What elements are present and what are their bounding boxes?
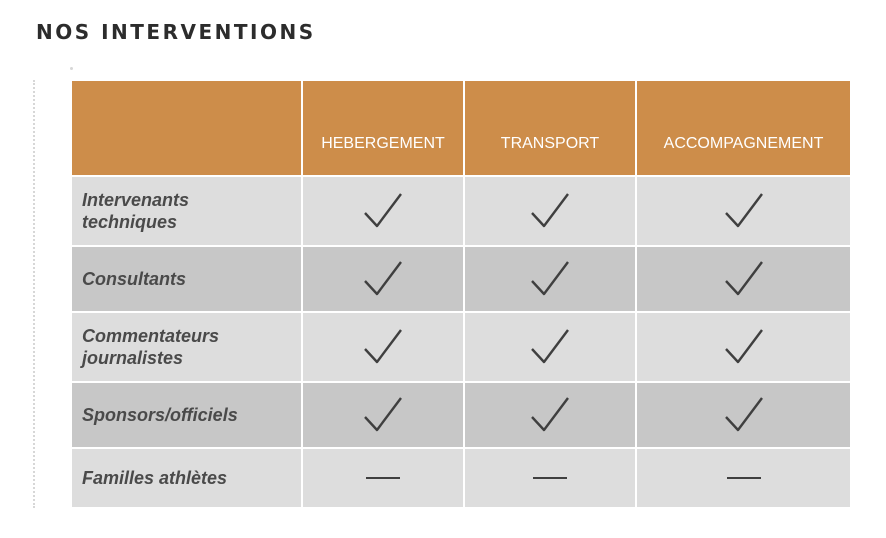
table-row xyxy=(71,246,851,312)
check-icon xyxy=(362,327,404,367)
check-icon xyxy=(723,395,765,435)
check-icon xyxy=(529,259,571,299)
check-icon xyxy=(529,191,571,231)
row-label: Familles athlètes xyxy=(82,468,228,488)
check-icon xyxy=(362,259,404,299)
check-icon xyxy=(362,395,404,435)
table-row xyxy=(71,382,851,448)
row-label: Intervenants techniques xyxy=(82,190,190,232)
column-header-accompagnement: ACCOMPAGNEMENT xyxy=(636,80,851,176)
table-header-row xyxy=(71,80,851,176)
check-icon xyxy=(723,191,765,231)
table-row xyxy=(71,448,851,508)
dash-icon xyxy=(726,475,762,481)
page-title: NOS INTERVENTIONS xyxy=(36,20,316,44)
row-label: Consultants xyxy=(82,269,187,289)
check-icon xyxy=(529,395,571,435)
column-header-transport: TRANSPORT xyxy=(464,80,636,176)
dash-icon xyxy=(365,475,401,481)
table-row xyxy=(71,176,851,246)
row-label: Commentateurs journalistes xyxy=(82,326,220,368)
table-row xyxy=(71,312,851,382)
table-header-corner xyxy=(71,80,302,176)
check-icon xyxy=(362,191,404,231)
decorative-dot xyxy=(70,67,73,70)
row-label: Sponsors/officiels xyxy=(82,405,238,425)
check-icon xyxy=(529,327,571,367)
check-icon xyxy=(723,259,765,299)
dash-icon xyxy=(532,475,568,481)
interventions-table xyxy=(70,79,852,509)
column-header-hebergement: HEBERGEMENT xyxy=(302,80,464,176)
dotted-divider xyxy=(33,80,35,508)
check-icon xyxy=(723,327,765,367)
